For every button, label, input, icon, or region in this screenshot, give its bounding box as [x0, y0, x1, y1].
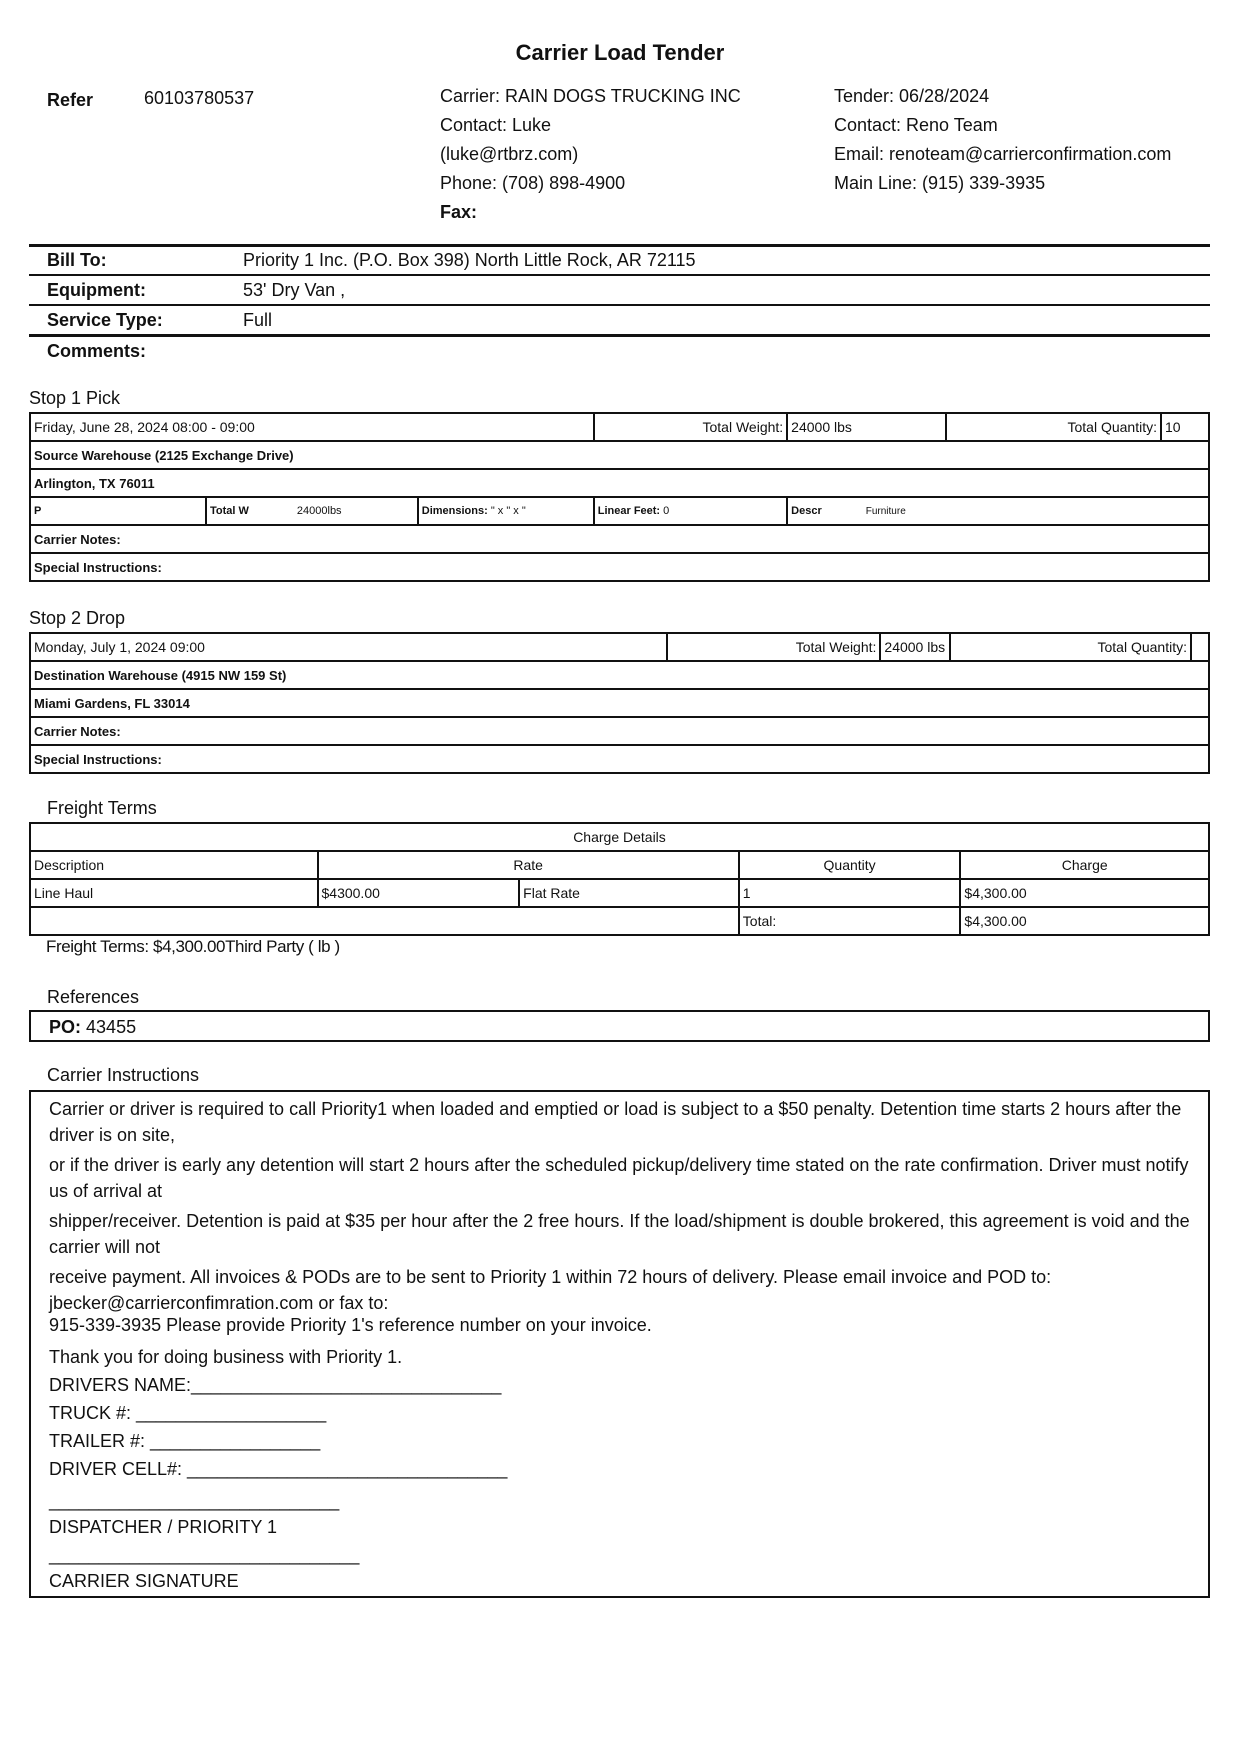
tender-main-line: Main Line: (915) 339-3935 — [834, 173, 1046, 193]
trailer-number-field[interactable]: TRAILER #: _________________ — [49, 1431, 321, 1451]
stop2-location: Destination Warehouse (4915 NW 159 St) — [30, 661, 1209, 689]
stop1-total-w-label: Total W — [210, 505, 249, 517]
stop1-total-qty: 10 — [1161, 413, 1209, 441]
refer-label: Refer — [47, 90, 94, 110]
references-heading: References — [47, 987, 140, 1007]
stop1-total-w — [206, 497, 418, 525]
dispatcher-signature-line[interactable]: _____________________________ — [49, 1491, 340, 1511]
tender-date: Tender: 06/28/2024 — [834, 86, 990, 106]
stop1-total-weight-label: Total Weight: — [594, 413, 787, 441]
equipment-label: Equipment: — [47, 280, 146, 300]
stop1-table — [29, 412, 1210, 582]
instructions-heading: Carrier Instructions — [47, 1065, 200, 1085]
equipment-row — [47, 280, 345, 301]
row-quantity: 1 — [739, 879, 961, 907]
charge-details-title: Charge Details — [30, 823, 1209, 851]
col-quantity: Quantity — [739, 851, 961, 879]
comments-label: Comments: — [47, 341, 147, 361]
stop1-total-w-value: 24000lbs — [296, 505, 342, 517]
po-label: PO: — [49, 1017, 82, 1037]
drivers-name-field[interactable]: DRIVERS NAME:_______________________________ — [49, 1375, 502, 1395]
row-rate: $4300.00 — [318, 879, 520, 907]
carrier-contact-email: (luke@rtbrz.com) — [440, 144, 579, 164]
instruction-paragraph: receive payment. All invoices & PODs are to be sent to Priority 1 within 72 hours of delivery. Please email invoice and POD to: jbecker@carrierconfimration.com or fax to: — [49, 1267, 1052, 1313]
instructions-box — [29, 1090, 1210, 1598]
instruction-paragraph: Carrier or driver is required to call Priority1 when loaded and emptied or load is subject to a $50 penalty. Detention time starts 2 hours after the driver is on site, — [49, 1099, 1182, 1145]
stop1-dims-label: Dimensions: — [421, 505, 488, 517]
total-value: $4,300.00 — [960, 907, 1209, 935]
freight-terms-line: Freight Terms: $4,300.00Third Party ( lb ) — [46, 937, 340, 956]
carrier-signature-line[interactable]: _______________________________ — [49, 1545, 360, 1565]
carrier-phone: Phone: (708) 898-4900 — [440, 173, 626, 193]
stop1-descr-label: Descr — [791, 505, 822, 517]
tender-contact: Contact: Reno Team — [834, 115, 998, 135]
service-type-label: Service Type: — [47, 310, 163, 330]
bill-to-label: Bill To: — [47, 250, 107, 270]
refer-number: 60103780537 — [144, 88, 255, 108]
stop1-dimensions — [418, 497, 594, 525]
stop1-p-label: P — [30, 497, 206, 525]
stop2-table — [29, 632, 1210, 774]
carrier-name: Carrier: RAIN DOGS TRUCKING INC — [440, 86, 741, 106]
row-rate-type: Flat Rate — [519, 879, 739, 907]
stop2-datetime: Monday, July 1, 2024 09:00 — [30, 633, 667, 661]
stop1-descr-value: Furniture — [865, 506, 906, 517]
stop1-linear-label: Linear Feet: — [597, 505, 661, 517]
bill-to-row — [47, 250, 696, 271]
row-charge: $4,300.00 — [960, 879, 1209, 907]
stop1-city: Arlington, TX 76011 — [30, 469, 1209, 497]
bill-to-value: Priority 1 Inc. (P.O. Box 398) North Little Rock, AR 72115 — [243, 250, 696, 270]
stop2-heading: Stop 2 Drop — [29, 608, 126, 628]
stop2-total-weight: 24000 lbs — [880, 633, 950, 661]
stop1-dims-value: " x " x " — [490, 505, 526, 517]
carrier-signature-label: CARRIER SIGNATURE — [49, 1571, 239, 1591]
stop1-description — [787, 497, 1209, 525]
stop2-total-qty-label: Total Quantity: — [950, 633, 1191, 661]
references-box — [29, 1010, 1210, 1042]
stop1-total-weight: 24000 lbs — [787, 413, 946, 441]
charge-details-table — [29, 822, 1210, 936]
thank-you-line: Thank you for doing business with Priority 1. — [49, 1347, 403, 1367]
col-description: Description — [30, 851, 318, 879]
page-title: Carrier Load Tender — [515, 40, 725, 65]
col-rate: Rate — [318, 851, 739, 879]
stop2-city: Miami Gardens, FL 33014 — [30, 689, 1209, 717]
divider — [29, 244, 1210, 247]
stop1-special-instructions: Special Instructions: — [30, 553, 1209, 581]
col-charge: Charge — [960, 851, 1209, 879]
po-reference — [49, 1017, 136, 1038]
carrier-contact: Contact: Luke — [440, 115, 552, 135]
dispatcher-label: DISPATCHER / PRIORITY 1 — [49, 1517, 278, 1537]
stop1-location: Source Warehouse (2125 Exchange Drive) — [30, 441, 1209, 469]
stop2-total-weight-label: Total Weight: — [667, 633, 881, 661]
service-type-value: Full — [243, 310, 273, 330]
comments-row — [47, 341, 243, 362]
tender-email: Email: renoteam@carrierconfirmation.com — [834, 144, 1172, 164]
po-value: 43455 — [86, 1017, 137, 1037]
divider — [29, 274, 1210, 276]
stop1-carrier-notes: Carrier Notes: — [30, 525, 1209, 553]
stop1-heading: Stop 1 Pick — [29, 388, 121, 408]
service-type-row — [47, 310, 272, 331]
instruction-paragraph: 915-339-3935 Please provide Priority 1's reference number on your invoice. — [49, 1315, 652, 1335]
stop2-carrier-notes: Carrier Notes: — [30, 717, 1209, 745]
stop1-linear-value: 0 — [663, 505, 670, 517]
tender-info — [834, 82, 1171, 198]
carrier-info — [440, 82, 741, 227]
stop2-special-instructions: Special Instructions: — [30, 745, 1209, 773]
stop2-total-qty — [1191, 633, 1209, 661]
stop1-linear-feet — [594, 497, 787, 525]
truck-number-field[interactable]: TRUCK #: ___________________ — [49, 1403, 327, 1423]
freight-heading: Freight Terms — [47, 798, 157, 818]
carrier-fax: Fax: — [440, 202, 478, 222]
stop1-total-qty-label: Total Quantity: — [946, 413, 1161, 441]
instruction-paragraph: or if the driver is early any detention will start 2 hours after the scheduled pickup/delivery time stated on the rate confirmation. Driver must notify us of arrival at — [49, 1155, 1189, 1201]
row-description: Line Haul — [30, 879, 318, 907]
total-label: Total: — [739, 907, 961, 935]
instruction-paragraph: shipper/receiver. Detention is paid at $35 per hour after the 2 free hours. If the load/shipment is double brokered, this agreement is void and the carrier will not — [49, 1211, 1190, 1257]
driver-cell-field[interactable]: DRIVER CELL#: ________________________________ — [49, 1459, 508, 1479]
divider — [29, 334, 1210, 337]
total-spacer — [30, 907, 739, 935]
equipment-value: 53' Dry Van , — [243, 280, 346, 300]
stop1-datetime: Friday, June 28, 2024 08:00 - 09:00 — [30, 413, 594, 441]
divider — [29, 304, 1210, 306]
